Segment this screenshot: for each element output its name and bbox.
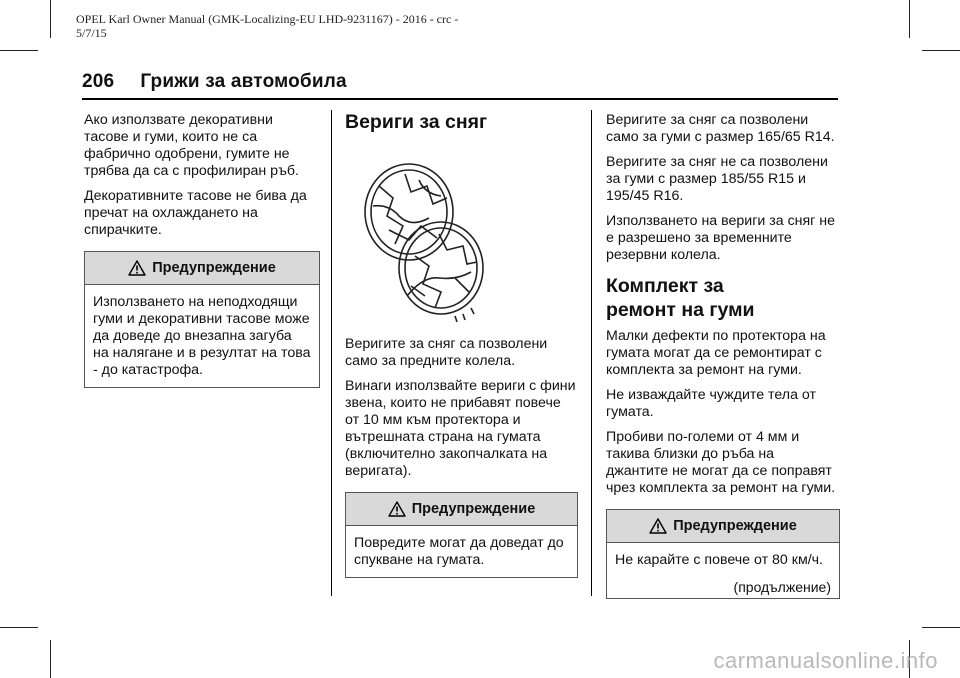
warning-title: Предупреждение [152,260,276,276]
print-metadata-line2: 5/7/15 [76,26,107,40]
warning-triangle-icon [128,260,146,276]
paragraph: Веригите за сняг са позволени само за предните колела. [345,336,548,369]
column-divider [591,110,592,596]
column-1 [84,112,320,388]
print-metadata-line1: OPEL Karl Owner Manual (GMK-Localizing-EU LHD-9231167) - 2016 - crc - [76,12,459,26]
crop-mark [922,627,960,628]
crop-mark [922,50,960,51]
paragraph: Веригите за сняг са позволени само за гуми с размер 165/65 R14. [606,112,835,145]
crop-mark [0,50,38,51]
warning-header [607,510,839,543]
warning-triangle-icon [649,518,667,534]
warning-triangle-icon [388,501,406,517]
snow-chains-drawing [359,146,487,326]
paragraph: Не изваждайте чуждите тела от гумата. [606,387,816,420]
warning-header [346,493,577,526]
paragraph: Декоративните тасове не бива да пречат на охлаждането на спирачките. [84,188,307,238]
paragraph: Използването на вериги за сняг не е разрешено за временните резервни колела. [606,213,836,263]
section-heading: Комплект за ремонт на гуми [606,275,755,321]
paragraph: Винаги използвайте вериги с фини звена, които не прибавят повече от 10 мм към протектора и вътрешната страна на гумата (включително закопчалката на веригата). [345,378,576,479]
warning-box [345,492,578,578]
column-3 [606,112,840,599]
section-heading: Вериги за сняг [345,111,488,133]
column-divider [331,110,332,596]
warning-body: Използването на неподходящи гуми и декоративни тасове може да доведе до внезапна загуба на налягане и в резултат на това - до катастрофа. [93,294,311,378]
page-number: 206 [82,71,115,92]
continued-note: (продължение) [733,579,831,595]
paragraph: Веригите за сняг не са позволени за гуми с размер 185/55 R15 и 195/45 R16. [606,154,828,204]
paragraph: Ако използвате декоративни тасове и гуми, които не са фабрично одобрени, гумите не трябва да са с профилиран ръб. [84,112,299,179]
section-title: Грижи за автомобила [140,71,347,92]
warning-box [606,509,840,599]
print-metadata [76,12,636,40]
warning-title: Предупреждение [673,518,797,534]
warning-header [85,252,319,285]
warning-body: Повредите могат да доведат до спукване на гумата. [354,535,564,568]
running-head [82,71,842,93]
watermark: carmanualsonline.info [713,648,938,673]
snow-chains-illustration [359,146,487,326]
warning-body [607,543,839,598]
crop-mark [50,0,51,38]
warning-title: Предупреждение [411,501,536,517]
crop-mark [909,0,910,38]
paragraph: Малки дефекти по протектора на гумата могат да се ремонтират с комплекта за ремонт на гуми. [606,328,826,378]
column-2 [345,110,578,578]
crop-mark [50,640,51,678]
warning-text: Не карайте с повече от 80 км/ч. [615,552,823,568]
warning-box [84,251,320,388]
crop-mark [0,627,38,628]
paragraph: Пробиви по-големи от 4 мм и такива близки до ръба на джантите не могат да се поправят чрез комплекта за ремонт на гуми. [606,429,836,496]
header-rule [82,98,838,100]
